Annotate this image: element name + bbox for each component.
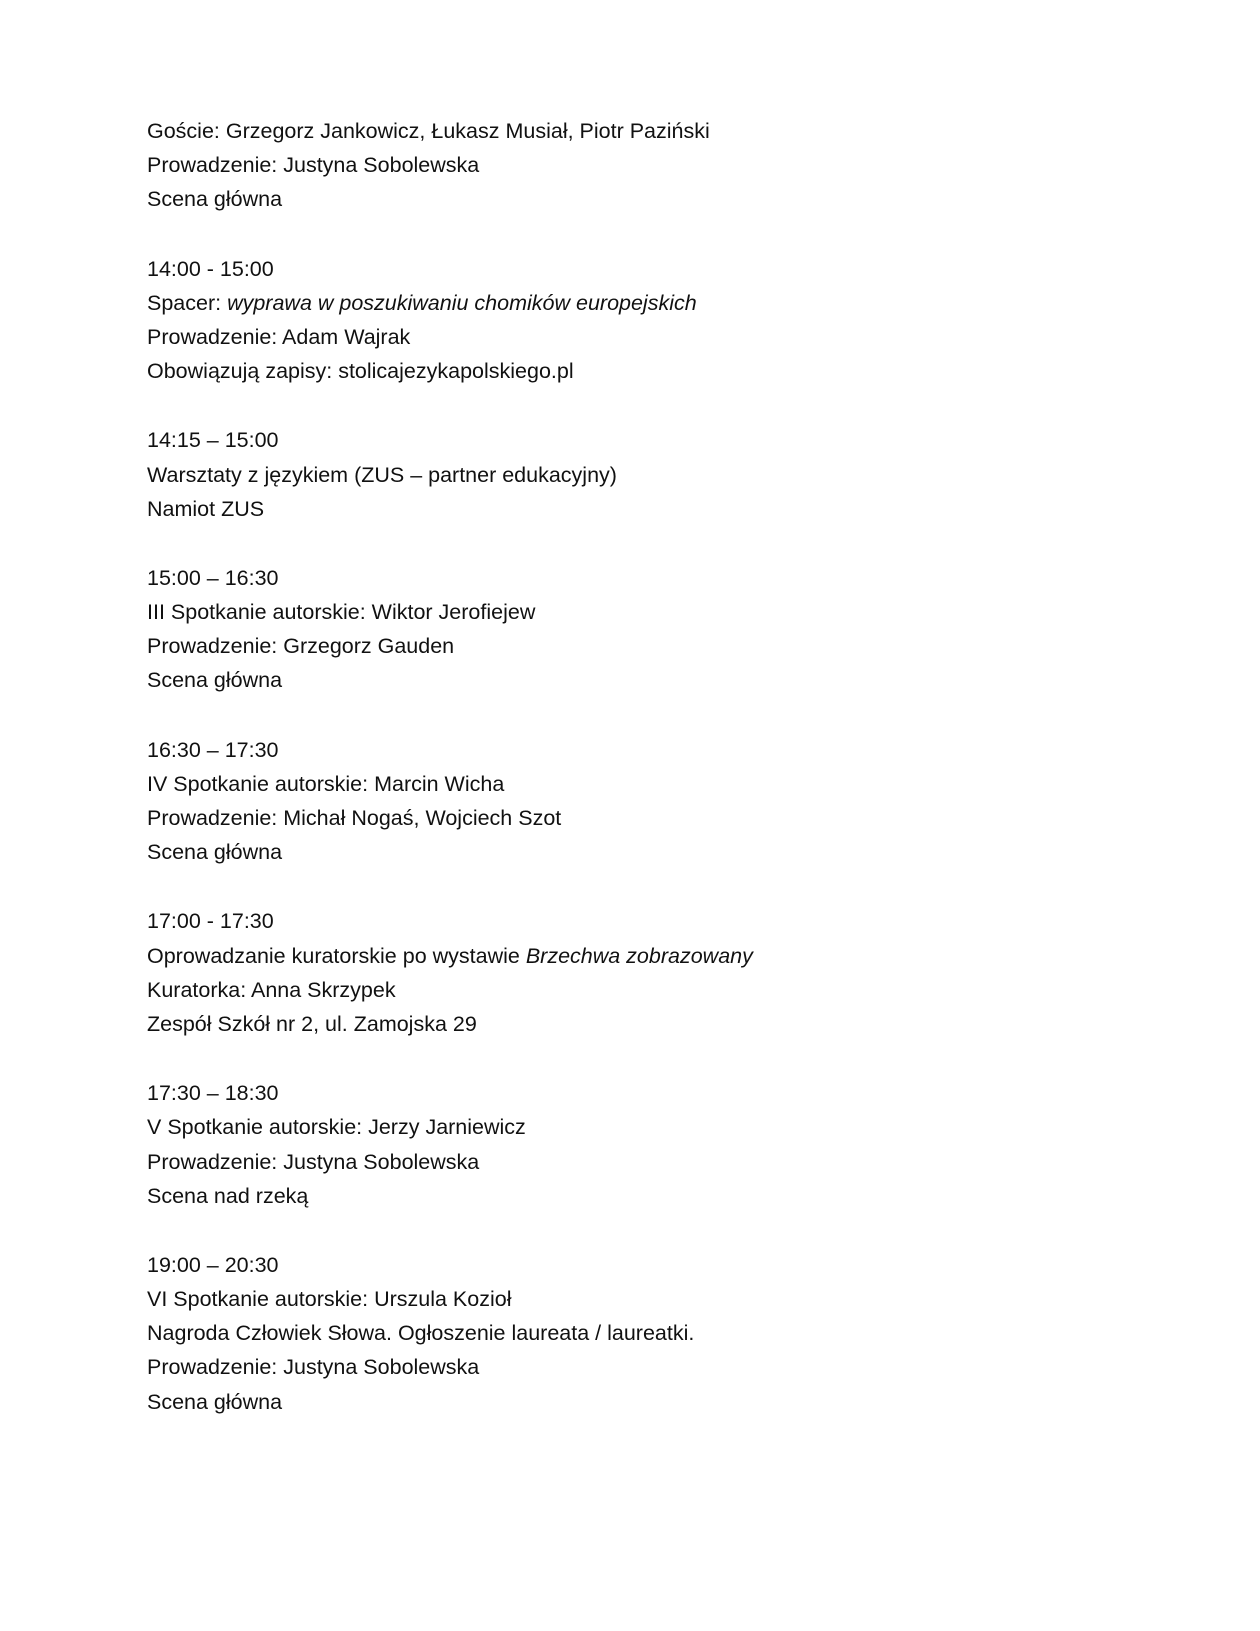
event-title-italic: Brzechwa zobrazowany (525, 943, 753, 968)
host-line: Prowadzenie: Michał Nogaś, Wojciech Szot (147, 806, 562, 830)
event-title-prefix: Oprowadzanie kuratorskie po wystawie (147, 943, 526, 968)
event-block (147, 561, 1147, 698)
host-line: Prowadzenie: Justyna Sobolewska (147, 1355, 480, 1380)
event-title-line: Warsztaty z językiem (ZUS – partner edukacyjny) (147, 462, 617, 487)
event-block (147, 252, 1147, 389)
event-title-line: IV Spotkanie autorskie: Marcin Wicha (147, 771, 505, 796)
event-block (147, 1076, 1147, 1213)
event-block (147, 733, 1147, 870)
time-line: 17:00 - 17:30 (147, 909, 274, 934)
venue-line: Scena główna (147, 840, 283, 865)
host-line: Prowadzenie: Justyna Sobolewska (147, 1149, 480, 1174)
event-title-line: V Spotkanie autorskie: Jerzy Jarniewicz (147, 1115, 526, 1140)
venue-line: Zespół Szkół nr 2, ul. Zamojska 29 (147, 1011, 477, 1036)
event-title-line: III Spotkanie autorskie: Wiktor Jerofiejew (147, 600, 536, 625)
event-title-prefix: Spacer: (147, 290, 228, 315)
venue-line: Scena główna (147, 1389, 283, 1414)
time-line: 14:15 – 15:00 (147, 428, 279, 453)
time-line: 17:30 – 18:30 (147, 1081, 279, 1106)
award-line: Nagroda Człowiek Słowa. Ogłoszenie laureata / laureatki. (147, 1321, 695, 1346)
event-block (147, 904, 1147, 1041)
event-title-italic: wyprawa w poszukiwaniu chomików europejskich (227, 290, 697, 315)
event-title-line (147, 939, 1147, 973)
host-line: Prowadzenie: Grzegorz Gauden (147, 634, 455, 659)
event-title-line: VI Spotkanie autorskie: Urszula Kozioł (147, 1287, 512, 1312)
venue-line: Scena główna (147, 187, 283, 212)
event-block (147, 423, 1147, 526)
host-line: Prowadzenie: Adam Wajrak (147, 324, 411, 349)
time-line: 19:00 – 20:30 (147, 1252, 279, 1277)
schedule-document (147, 114, 1147, 1454)
time-line: 16:30 – 17:30 (147, 737, 279, 762)
venue-line: Namiot ZUS (147, 496, 265, 521)
curator-line: Kuratorka: Anna Skrzypek (147, 977, 396, 1002)
guests-line: Goście: Grzegorz Jankowicz, Łukasz Musiał, Piotr Paziński (147, 119, 710, 143)
venue-line: Scena główna (147, 668, 283, 693)
time-line: 15:00 – 16:30 (147, 565, 279, 590)
time-line: 14:00 - 15:00 (147, 256, 274, 281)
event-block (147, 1248, 1147, 1419)
registration-line: Obowiązują zapisy: stolicajezykapolskiego.pl (147, 359, 574, 384)
host-line: Prowadzenie: Justyna Sobolewska (147, 153, 480, 178)
event-title-line (147, 286, 1147, 320)
venue-line: Scena nad rzeką (147, 1183, 309, 1208)
event-block (147, 114, 1147, 217)
